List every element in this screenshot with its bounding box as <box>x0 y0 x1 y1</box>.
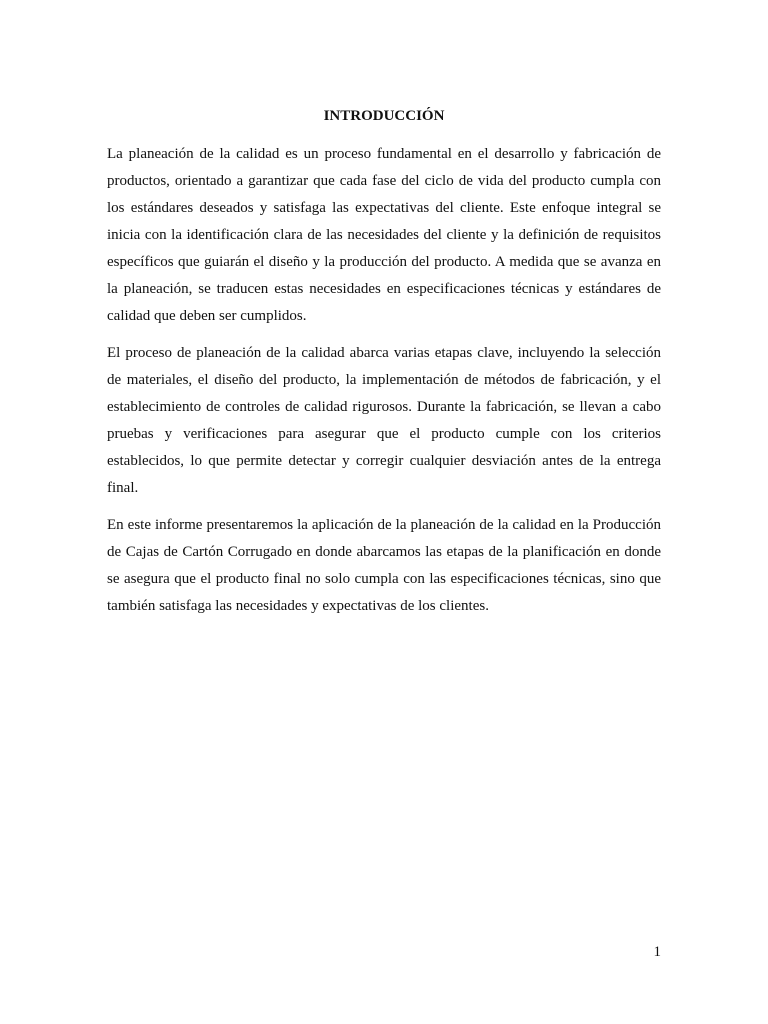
paragraph-2: El proceso de planeación de la calidad abarca varias etapas clave, incluyendo la selección de materiales, el diseño del producto, la implementación de métodos de fabricación, y el establecimiento de controles de calidad rigurosos. Durante la fabricación, se llevan a cabo pruebas y verificaciones para asegurar que el producto cumple con los criterios establecidos, lo que permite detectar y corregir cualquier desviación antes de la entrega final. <box>107 345 661 496</box>
paragraph-1: La planeación de la calidad es un proceso fundamental en el desarrollo y fabricación de productos, orientado a garantizar que cada fase del ciclo de vida del producto cumpla con los estándares deseados y satisfaga las expectativas del cliente. Este enfoque integral se inicia con la identificación clara de las necesidades del cliente y la definición de requisitos específicos que guiarán el diseño y la producción del producto. A medida que se avanza en la planeación, se traducen estas necesidades en especificaciones técnicas y estándares de calidad que deben ser cumplidos. <box>107 146 661 324</box>
paragraph-3: En este informe presentaremos la aplicación de la planeación de la calidad en la Producción de Cajas de Cartón Corrugado en donde abarcamos las etapas de la planificación en donde se asegura que el producto final no solo cumpla con las especificaciones técnicas, sino que también satisfaga las necesidades y expectativas de los clientes. <box>107 517 661 614</box>
document-title: INTRODUCCIÓN <box>323 108 445 124</box>
document-page <box>107 105 661 630</box>
page-number: 1 <box>653 944 661 960</box>
